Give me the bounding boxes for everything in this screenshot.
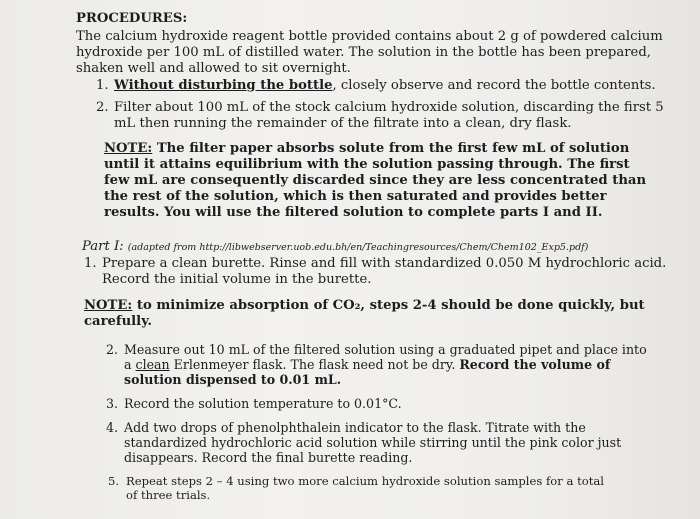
step-number: 2. xyxy=(106,342,119,357)
step-text: Add two drops of phenolphthalein indicator to the flask. Titrate with the xyxy=(124,420,586,435)
note-2 xyxy=(84,299,645,312)
step-2-measure xyxy=(106,344,647,357)
step-text: Measure out 10 mL of the filtered solution using a graduated pipet and place into xyxy=(124,342,647,357)
note-1 xyxy=(104,142,629,155)
step-text: Filter about 100 mL of the stock calcium hydroxide solution, discarding the first 5 xyxy=(114,100,664,115)
intro-line-1: The calcium hydroxide reagent bottle provided contains about 2 g of powdered calcium xyxy=(76,29,663,44)
part-1-step-1-cont: Record the initial volume in the burette. xyxy=(102,272,372,287)
step-number: 4. xyxy=(106,420,119,435)
note-label: NOTE: xyxy=(104,141,153,156)
step-text: Prepare a clean burette. Rinse and fill with standardized 0.050 M hydrochloric acid. xyxy=(102,256,667,271)
step-5-repeat-cont: of three trials. xyxy=(126,488,211,502)
note-1-line-4: the rest of the solution, which is then saturated and provides better xyxy=(104,189,607,204)
note-1-line-5: results. You will use the filtered solution to complete parts I and II. xyxy=(104,205,603,220)
intro-line-3: shaken well and allowed to sit overnight. xyxy=(76,61,351,76)
step-number: 5. xyxy=(108,474,120,488)
step-number: 2. xyxy=(96,100,109,115)
step-text: Record the solution temperature to 0.01°C. xyxy=(124,396,402,411)
intro-line-2: hydroxide per 100 mL of distilled water. The solution in the bottle has been prepared, xyxy=(76,45,651,60)
step-4-titrate xyxy=(106,422,586,435)
step-3-temperature xyxy=(106,398,402,411)
step-number: 3. xyxy=(106,396,119,411)
source-citation: (adapted from http://libwebserver.uob.edu.bh/en/Teachingresources/Chem/Chem102_Exp5.pdf) xyxy=(127,242,589,253)
procedures-heading: PROCEDURES: xyxy=(76,11,188,26)
part-1-step-1 xyxy=(84,257,666,270)
step-2-filter-cont: mL then running the remainder of the filtrate into a clean, dry flask. xyxy=(114,116,572,131)
step-number: 1. xyxy=(84,256,97,271)
step-number: 1. xyxy=(96,78,109,93)
part-1-title: Part I: xyxy=(82,239,124,254)
note-text: The filter paper absorbs solute from the first few mL of solution xyxy=(152,141,630,156)
note-1-line-2: until it attains equilibrium with the solution passing through. The first xyxy=(104,157,630,172)
step-2-measure-bold: solution dispensed to 0.01 mL. xyxy=(124,372,342,387)
clean-word: clean xyxy=(135,357,170,372)
step-4-titrate-cont-1: standardized hydrochloric acid solution while stirring until the pink color just xyxy=(124,435,622,450)
step-2-measure-cont xyxy=(124,359,610,372)
step-2-filter xyxy=(96,101,664,114)
step-emphasis: Record the volume of xyxy=(459,357,611,372)
step-text: Erlenmeyer flask. The flask need not be dry. xyxy=(169,357,460,372)
note-text: to minimize absorption of CO₂, steps 2-4 should be done quickly, but xyxy=(132,298,645,313)
step-emphasis: Without disturbing the bottle xyxy=(114,78,333,93)
note-label: NOTE: xyxy=(84,298,133,313)
step-4-titrate-cont-2: disappears. Record the final burette reading. xyxy=(124,450,413,465)
step-5-repeat xyxy=(108,476,604,488)
step-1-observe xyxy=(96,79,656,92)
step-text: Repeat steps 2 – 4 using two more calcium hydroxide solution samples for a total xyxy=(126,474,605,488)
note-1-line-3: few mL are consequently discarded since they are less concentrated than xyxy=(104,173,647,188)
part-1-header xyxy=(82,240,588,253)
note-2-line-2: carefully. xyxy=(84,314,152,329)
step-text: , closely observe and record the bottle contents. xyxy=(332,78,656,93)
step-text: a xyxy=(124,357,136,372)
